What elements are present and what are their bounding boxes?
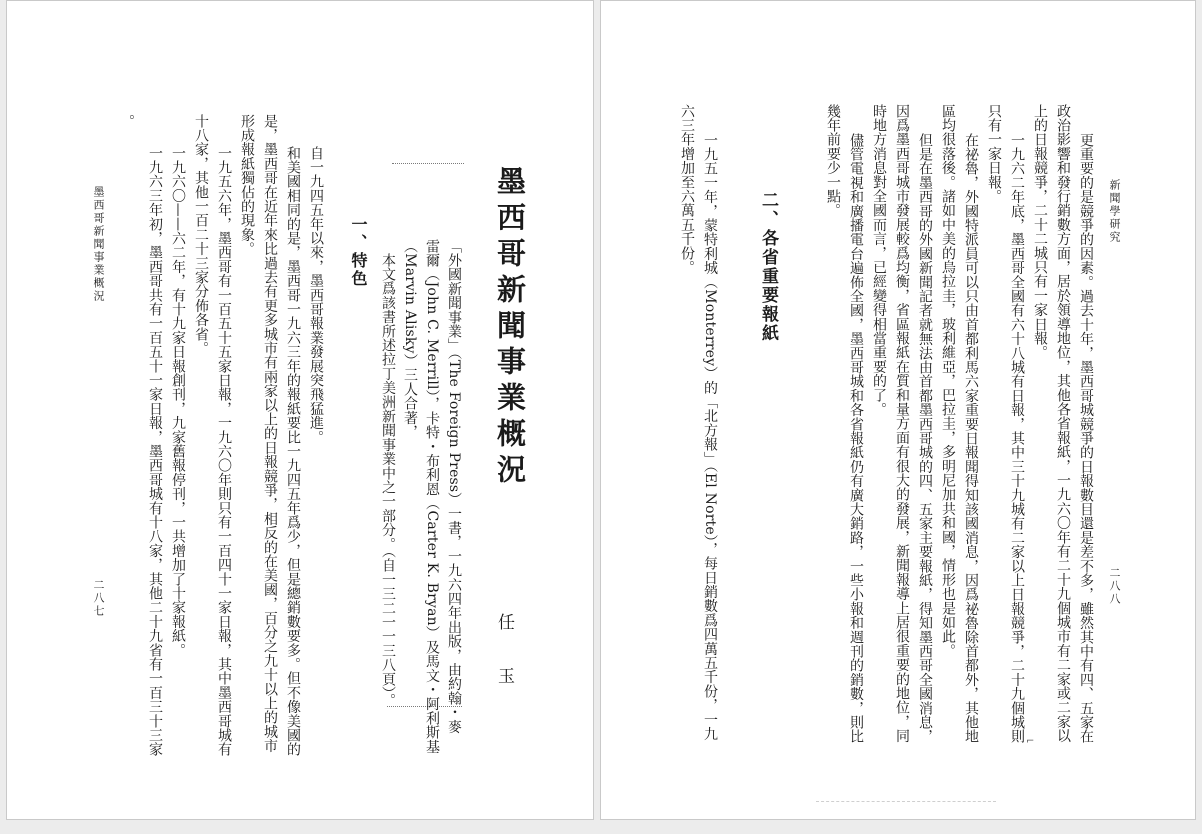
body-line: 一九六二年底，墨西哥全國有六十八城有日報，其中三十九城有二家以上日報競爭，二十九個城則 [1009,133,1025,744]
body-line: 是，墨西哥在近年來比過去有更多城市有兩家以上的日報競爭，相反的在美國，百分之九十以上的城市 [262,114,278,753]
section-heading: 一、特色 [349,216,368,288]
body-line: 一九六三年初，墨西哥共有一百五十一家日報，墨西哥城有十八家，其他二十九省有一百三十三家 [147,146,163,757]
body-line: 因爲墨西哥城市發展較爲均衡，省區報紙在質和量方面有很大的發展，新聞報導上居很重要的地位，同 [894,104,910,743]
page-number: 二八八 [1108,567,1121,606]
body-line: 六三年增加至六萬五千份。 [679,104,695,275]
author-name: 任 玉 [494,613,514,694]
intro-line: 本文爲該書所述拉丁美洲新聞事業中之一部分。（自一三二一一三八頁）。 [380,253,396,708]
body-line: 只有一家日報。 [986,104,1002,204]
body-line: 形成報紙獨佔的現象。 [239,114,255,256]
intro-line: 雷爾（John C. Merrill），卡特・布利恩（Carter K. Bryan）及馬文・阿利斯基 [424,239,440,754]
scan-mark: ⌐ [1026,736,1035,747]
intro-line: （Marvin Alisky）三人合著， [402,239,418,439]
body-line: 一九五一年，蒙特利城（Monterrey）的「北方報」（El Norte），每日銷數爲四萬五千份，一九 [702,133,718,741]
body-line: 區均很落後。諸如中美的烏拉圭，玻利維亞，巴拉圭，多明尼加共和國，情形也是如此。 [940,104,956,658]
body-line: 但是在墨西哥的外國新聞記者就無法由首都墨西哥城的四、五家主要報紙，得知墨西哥全國消息， [917,133,933,744]
body-line: 自一九四五年以來，墨西哥報業發展突飛猛進。 [308,146,324,445]
body-line: 時地方消息對全國而言，已經變得相當重要的了。 [871,104,887,417]
body-line: 一九六〇——六二年，有十九家日報創刊，九家舊報停刊，一共增加了十家報紙。 [170,146,186,658]
body-line: 上的日報競爭，二十二城只有一家日報。 [1032,104,1048,360]
body-line: 政治影響和發行銷數方面，居於領導地位，其他各省報紙，一九六〇年有二十九個城市有二家或二家以 [1055,104,1071,743]
body-line: 。 [119,114,135,129]
body-line: 十八家，其他一百二十三家分佈各省。 [193,114,209,356]
body-line: 儘管電視和廣播電台遍佈全國，墨西哥城和各省報紙仍有廣大銷路，一些小報和週刊的銷數，則比 [848,133,864,744]
left-page [6,0,594,820]
body-line: 和美國相同的是，墨西哥一九六三年的報紙要比一九四五年爲少，但是總銷數要多。但不像美國的 [285,146,301,757]
body-line: 在祕魯，外國特派員可以只由首都利馬六家重要日報聞得知該國消息，因爲祕魯除首都外，其他地 [963,133,979,744]
page-number: 二八七 [92,579,105,618]
dotted-rule-top [392,163,464,164]
section-heading: 二、各省重要報紙 [758,191,778,343]
running-title: 墨西哥新聞事業概況 [92,186,105,303]
right-page [600,0,1196,820]
dotted-rule-bottom [816,801,996,802]
running-title: 新聞學研究 [1108,179,1121,244]
body-line: 更重要的是競爭的因素。過去十年，墨西哥城競爭的日報數目還是差不多，雖然其中有四、五家在 [1078,133,1094,744]
body-line: 幾年前要少一點。 [825,104,841,218]
body-line: 一九五六年，墨西哥有一百五十五家日報，一九六〇年則只有一百四十一家日報，其中墨西哥城有 [216,146,232,757]
intro-line: 「外國新聞事業」（The Foreign Press）一書，一九六四年出版，由約翰・麥 [446,239,462,734]
page-title: 墨西哥新聞事業概況 [493,166,527,490]
